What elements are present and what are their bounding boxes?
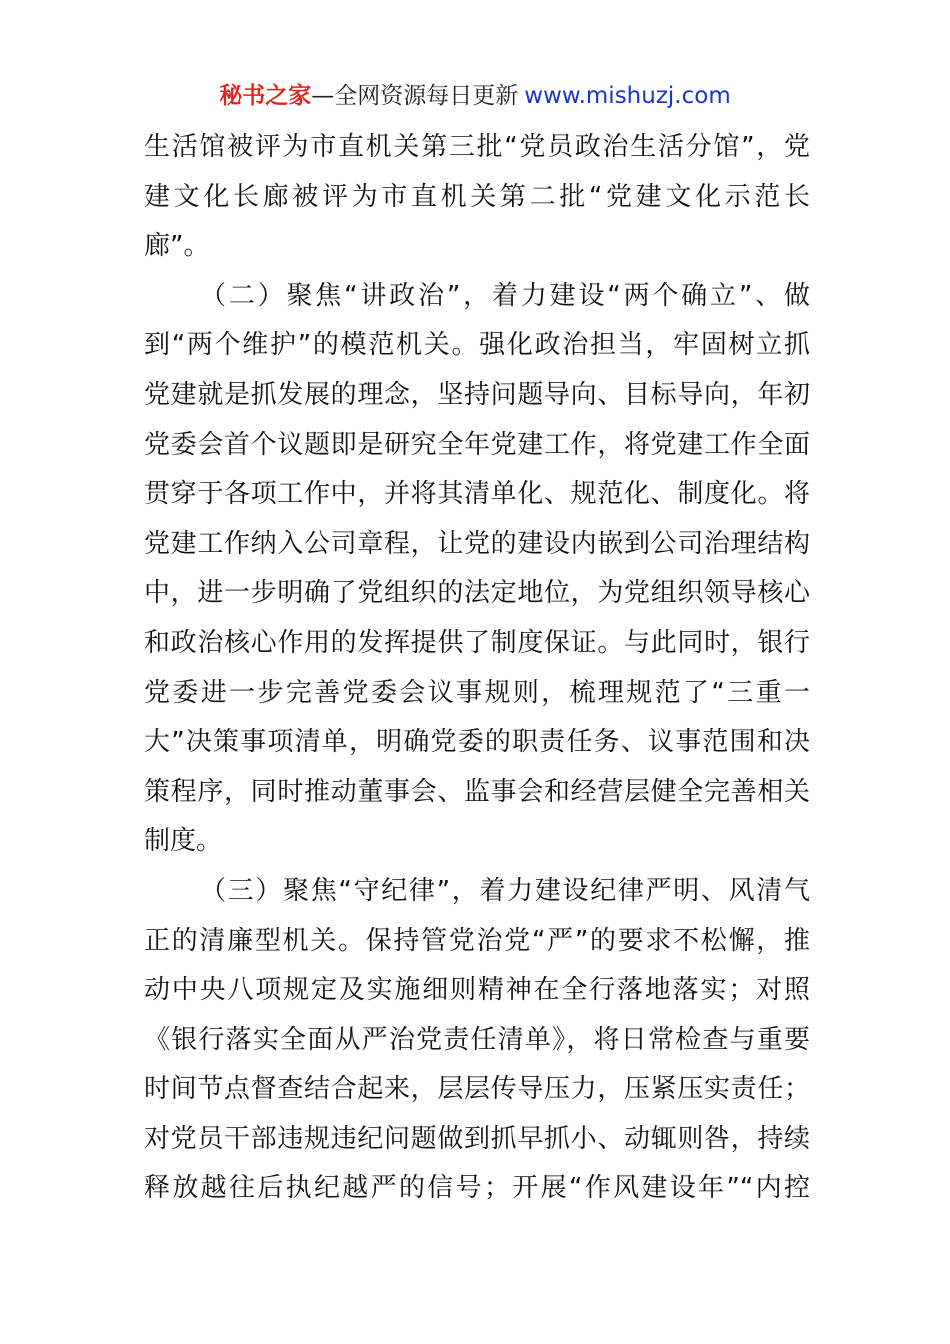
document-text-line: 制度。 — [144, 826, 223, 857]
document-text-line: （三）聚焦“守纪律”，着力建设纪律严明、风清气 — [200, 875, 810, 906]
document-text-line: 建文化长廊被评为市直机关第二批“党建文化示范长 — [144, 181, 810, 212]
site-header — [0, 80, 950, 112]
document-text-line: 党委进一步完善党委会议事规则，梳理规范了“三重一 — [144, 677, 810, 708]
site-brand-name: 秘书之家 — [219, 83, 312, 109]
document-text-line: 正的清廉型机关。保持管党治党“严”的要求不松懈，推 — [144, 925, 810, 956]
document-text-line: 党建工作纳入公司章程，让党的建设内嵌到公司治理结构 — [144, 528, 810, 559]
document-text-line: 党委会首个议题即是研究全年党建工作，将党建工作全面 — [144, 429, 810, 460]
document-text-line: 生活馆被评为市直机关第三批“党员政治生活分馆”，党 — [144, 132, 810, 162]
document-text-line: 《银行落实全面从严治党责任清单》，将日常检查与重要 — [144, 1024, 810, 1055]
document-text-line: 时间节点督查结合起来，层层传导压力，压紧压实责任； — [144, 1074, 810, 1105]
document-text-line: 对党员干部违规违纪问题做到抓早抓小、动辄则咎，持续 — [144, 1123, 810, 1154]
document-text-line: 到“两个维护”的模范机关。强化政治担当，牢固树立抓 — [144, 330, 810, 361]
site-url-link[interactable]: www.mishuzj.com — [524, 83, 731, 109]
document-text-line: 和政治核心作用的发挥提供了制度保证。与此同时，银行 — [144, 627, 810, 658]
document-text-line: 廊”。 — [144, 231, 210, 262]
document-text-line: 贯穿于各项工作中，并将其清单化、规范化、制度化。将 — [144, 479, 810, 510]
document-text-line: （二）聚焦“讲政治”，着力建设“两个确立”、做 — [200, 280, 810, 311]
document-text-line: 释放越往后执纪越严的信号；开展“作风建设年”“内控 — [144, 1173, 810, 1204]
document-text-line: 动中央八项规定及实施细则精神在全行落地落实；对照 — [144, 975, 810, 1006]
site-tagline: —全网资源每日更新 — [311, 83, 519, 109]
document-text-line: 党建就是抓发展的理念，坚持问题导向、目标导向，年初 — [144, 379, 810, 410]
document-text-line: 大”决策事项清单，明确党委的职责任务、议事范围和决 — [144, 727, 810, 758]
document-text-line: 中，进一步明确了党组织的法定地位，为党组织领导核心 — [144, 578, 810, 609]
document-text-line: 策程序，同时推动董事会、监事会和经营层健全完善相关 — [144, 776, 810, 807]
document-body — [144, 123, 810, 1214]
